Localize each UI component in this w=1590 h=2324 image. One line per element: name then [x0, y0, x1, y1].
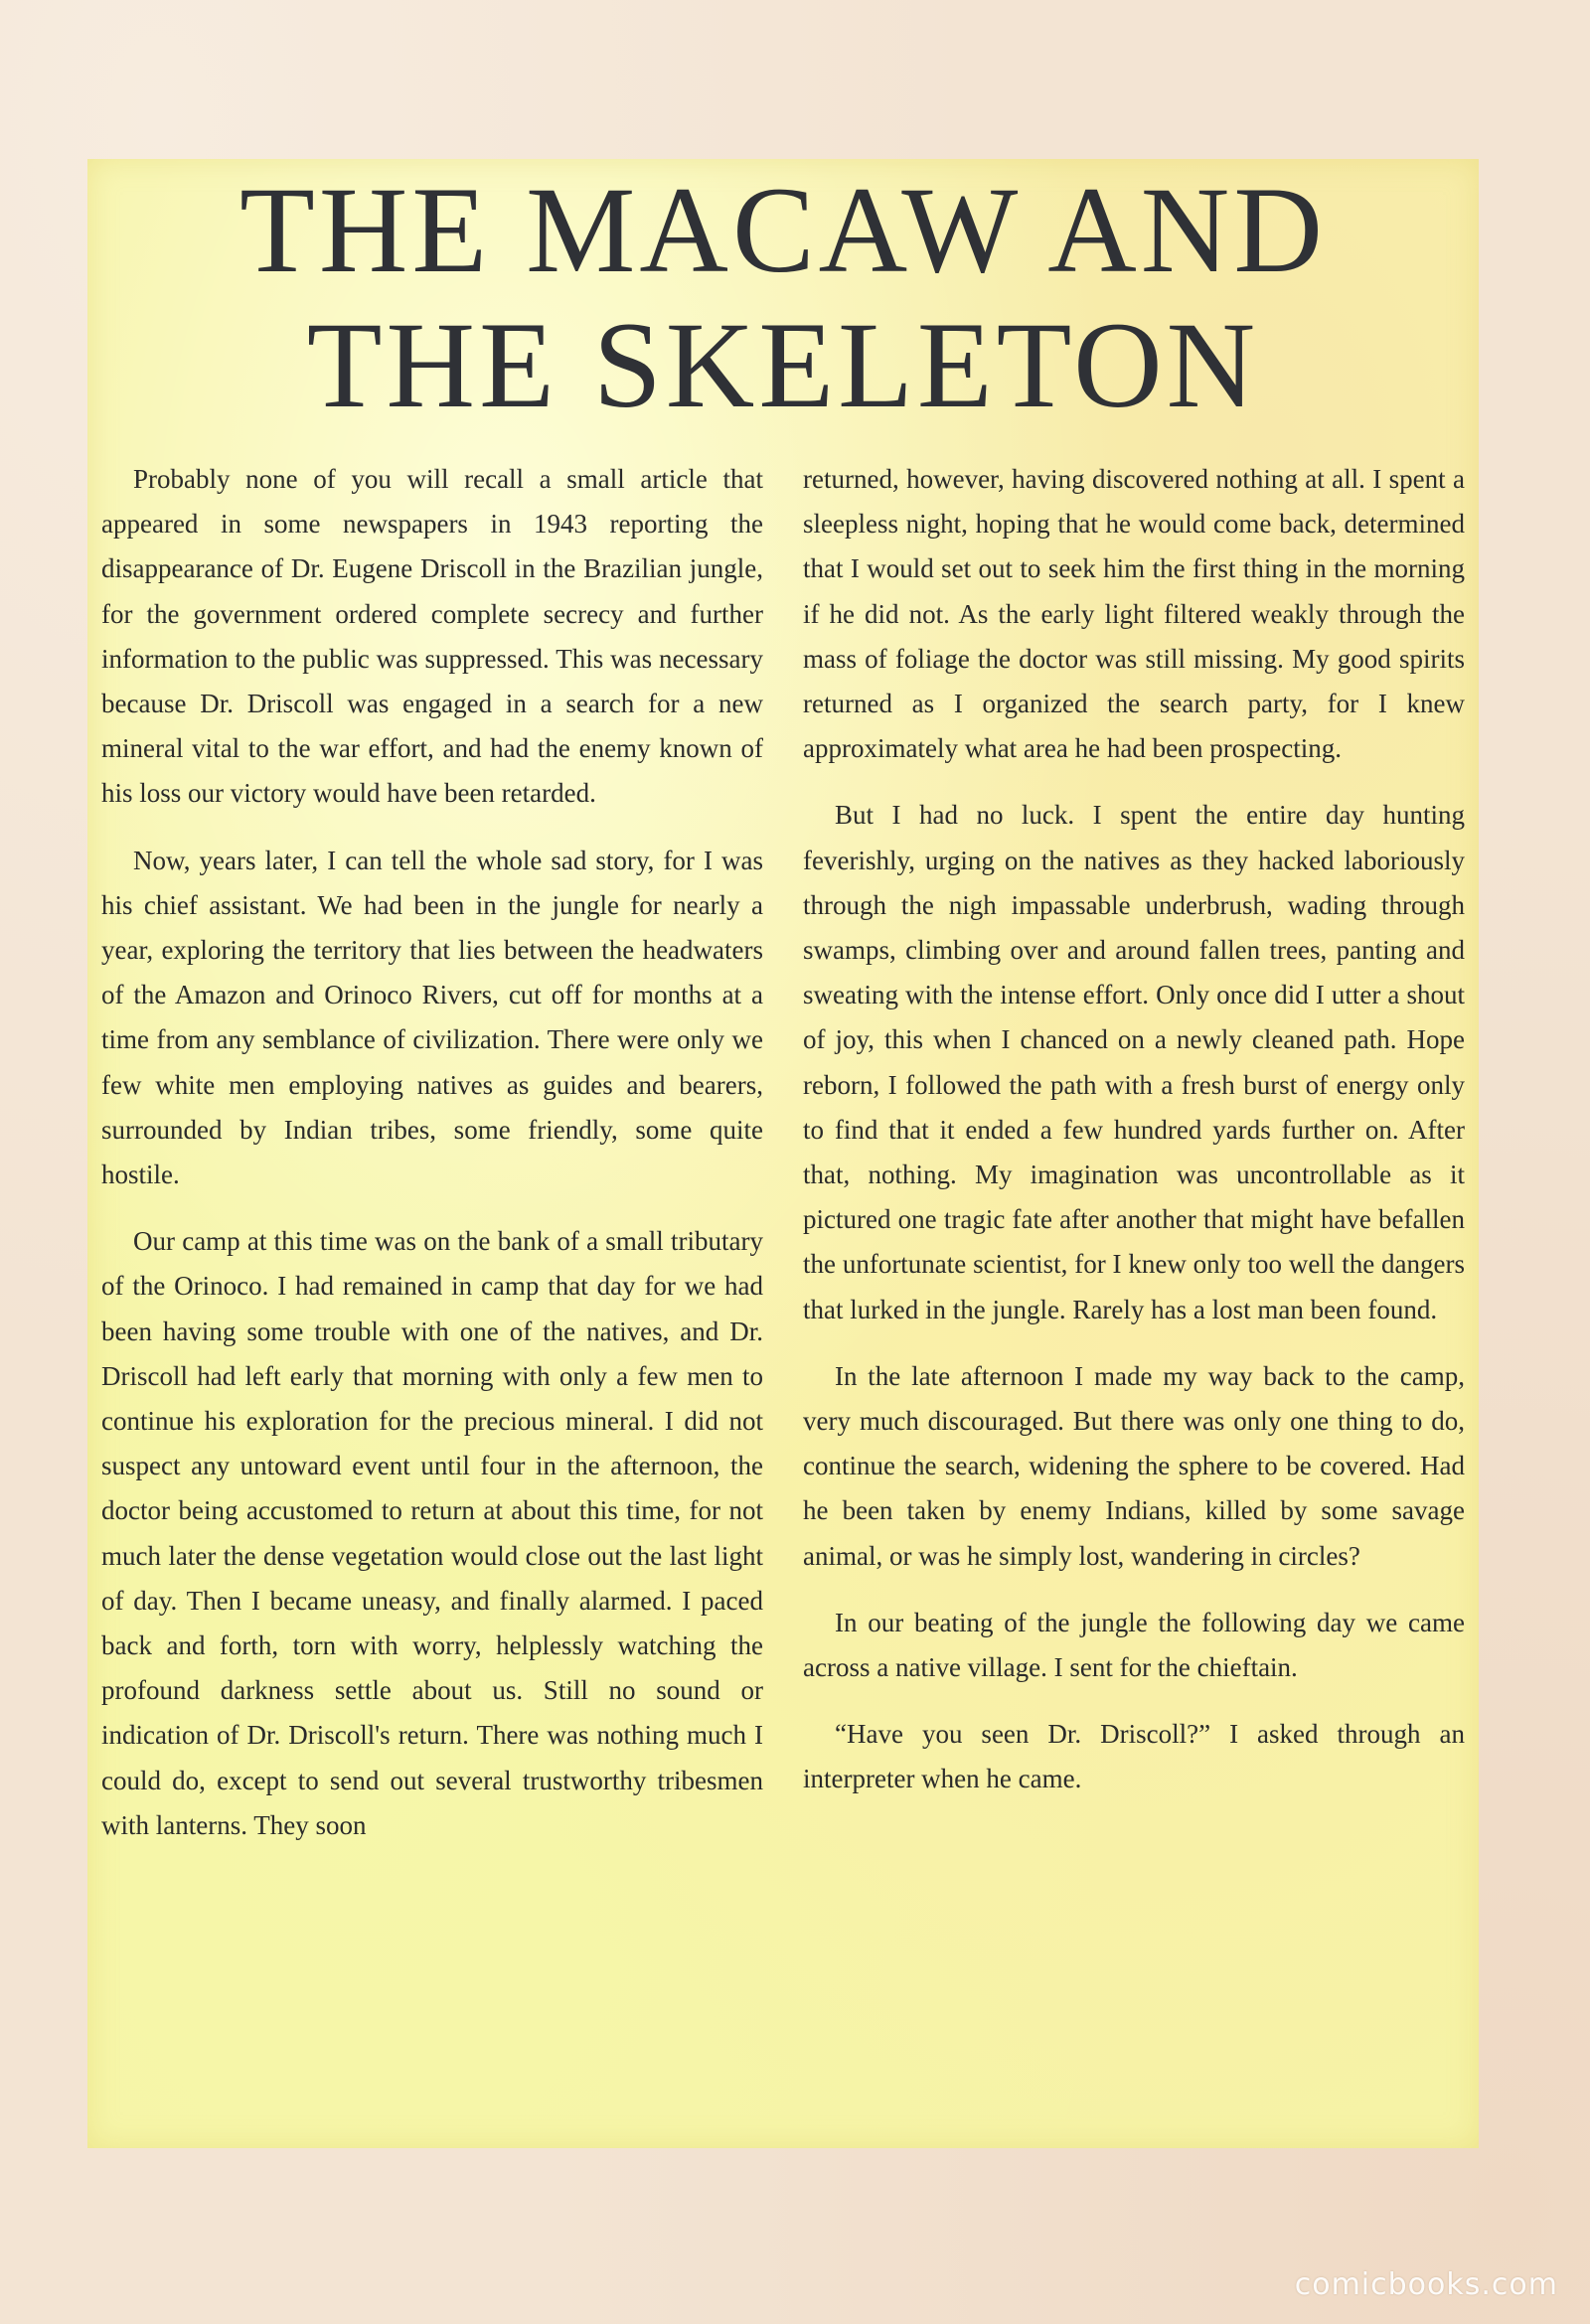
paragraph: In our beating of the jungle the following day we came across a native village. I sent for the chieftain. [803, 1607, 1465, 1683]
right-column [803, 457, 1465, 1824]
paragraph: Probably none of you will recall a small article that appeared in some newspapers in 1943 reporting the disappearance of Dr. Eugene Driscoll in the Brazilian jungle, for the government ordered complete secrecy and further information to the public was suppressed. This was necessary because Dr. Driscoll was engaged in a search for a new mineral vital to the war effort, and had the enemy known of his loss our victory would have been retarded. [101, 464, 763, 809]
watermark: comicbooks.com [1294, 2267, 1558, 2302]
story-title [87, 159, 1479, 433]
title-line-1: THE MACAW AND [239, 162, 1327, 298]
paragraph: But I had no luck. I spent the entire day hunting feverishly, urging on the natives as they hacked laboriously through the nigh impassable underbrush, wading through swamps, climbing over and around fallen trees, panting and sweating with the intense effort. Only once did I utter a shout of joy, this when I chanced on a newly cleaned path. Hope reborn, I followed the path with a fresh burst of energy only to find that it ended a few hundred yards further on. After that, nothing. My imagination was uncontrollable as it pictured one tragic fate after another that might have befallen the unfortunate scientist, for I knew only too well the dangers that lurked in the jungle. Rarely has a lost man been found. [803, 800, 1465, 1324]
title-line-2: THE SKELETON [306, 297, 1260, 433]
story-panel [87, 159, 1479, 2148]
paragraph: In the late afternoon I made my way back to the camp, very much discouraged. But there was only one thing to do, continue the search, widening the sphere to be covered. Had he been taken by enemy Indians, killed by some savage animal, or was he simply lost, wandering in circles? [803, 1360, 1465, 1571]
paragraph: Now, years later, I can tell the whole sad story, for I was his chief assistant. We had been in the jungle for nearly a year, exploring the territory that lies between the headwaters of the Amazon and Orinoco Rivers, cut off for months at a time from any semblance of civilization. There were only we few white men employing natives as guides and bearers, surrounded by Indian tribes, some friendly, some quite hostile. [101, 845, 763, 1190]
paragraph: Our camp at this time was on the bank of a small tributary of the Orinoco. I had remained in camp that day for we had been having some trouble with one of the natives, and Dr. Driscoll had left early that morning with only a few men to continue his exploration for the precious mineral. I did not suspect any untoward event until four in the afternoon, the doctor being accustomed to return at about this time, for not much later the dense vegetation would close out the last light of day. Then I became uneasy, and finally alarmed. I paced back and forth, torn with worry, helplessly watching the profound darkness settle about us. Still no sound or indication of Dr. Driscoll's return. There was nothing much I could do, except to send out several trustworthy tribesmen with lanterns. They soon [101, 1226, 763, 1840]
paragraph: returned, however, having discovered nothing at all. I spent a sleepless night, hoping that he would come back, determined that I would set out to seek him the first thing in the morning if he did not. As the early light filtered weakly through the mass of foliage the doctor was still missing. My good spirits returned as I organized the search party, for I knew approximately what area he had been prospecting. [803, 464, 1465, 764]
paragraph: “Have you seen Dr. Driscoll?” I asked through an interpreter when he came. [803, 1719, 1465, 1794]
left-column [101, 457, 763, 1870]
